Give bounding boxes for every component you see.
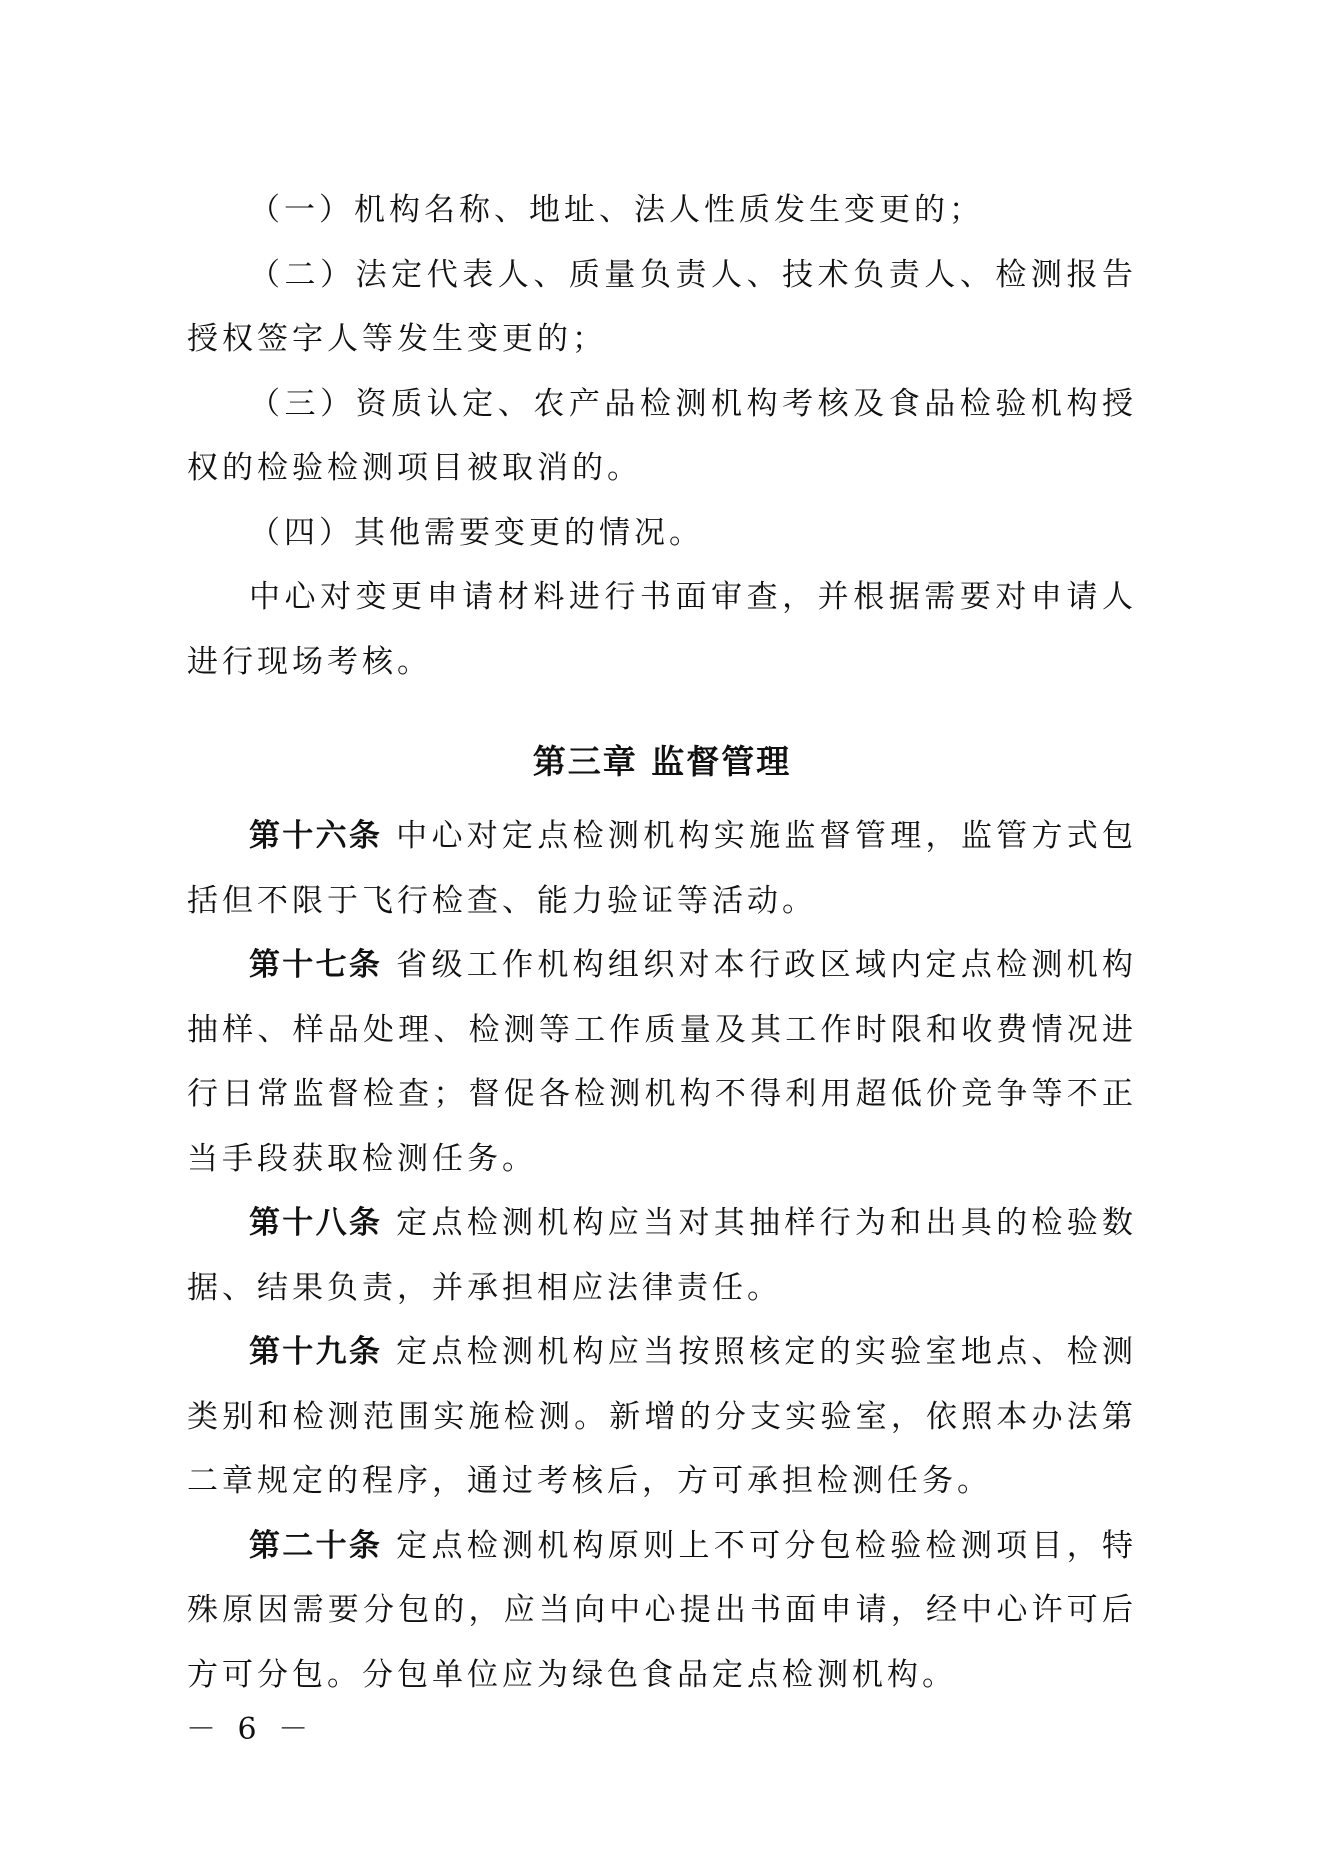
article-19 xyxy=(187,1320,1137,1514)
article-17 xyxy=(187,933,1137,1191)
change-item-3: （三）资质认定、农产品检测机构考核及食品检验机构授权的检验检测项目被取消的。 xyxy=(187,385,1137,486)
article-18 xyxy=(187,1191,1137,1320)
article-20 xyxy=(187,1514,1137,1708)
article-17-number: 第十七条 xyxy=(249,947,383,983)
article-16-text: 中心对定点检测机构实施监督管理，监管方式包括但不限于飞行检查、能力验证等活动。 xyxy=(187,818,1138,919)
article-16 xyxy=(187,804,1137,933)
article-20-number: 第二十条 xyxy=(249,1527,383,1564)
change-item-2: （二）法定代表人、质量负责人、技术负责人、检测报告授权签字人等发生变更的； xyxy=(187,256,1137,357)
change-item-1: （一）机构名称、地址、法人性质发生变更的； xyxy=(249,192,984,228)
chapter-title: 第三章 监督管理 xyxy=(532,742,792,781)
article-16-number: 第十六条 xyxy=(249,818,383,854)
article-17-text: 省级工作机构组织对本行政区域内定点检测机构抽样、样品处理、检测等工作质量及其工作时限和收费情况进行日常监督检查；督促各检测机构不得利用超低价竞争等不正当手段获取检测任务。 xyxy=(187,947,1138,1177)
document-body xyxy=(187,178,1137,1707)
article-18-number: 第十八条 xyxy=(249,1205,383,1241)
change-item-4: （四）其他需要变更的情况。 xyxy=(249,514,704,551)
article-19-number: 第十九条 xyxy=(249,1334,383,1370)
review-paragraph: 中心对变更申请材料进行书面审查，并根据需要对申请人进行现场考核。 xyxy=(187,579,1137,680)
page-number: － 6 － xyxy=(186,1712,315,1747)
article-18-text: 定点检测机构应当对其抽样行为和出具的检验数据、结果负责，并承担相应法律责任。 xyxy=(187,1205,1138,1306)
article-19-text: 定点检测机构应当按照核定的实验室地点、检测类别和检测范围实施检测。新增的分支实验室，依照本办法第二章规定的程序，通过考核后，方可承担检测任务。 xyxy=(187,1334,1138,1499)
article-20-text: 定点检测机构原则上不可分包检验检测项目，特殊原因需要分包的，应当向中心提出书面申请，经中心许可后方可分包。分包单位应为绿色食品定点检测机构。 xyxy=(187,1527,1138,1693)
